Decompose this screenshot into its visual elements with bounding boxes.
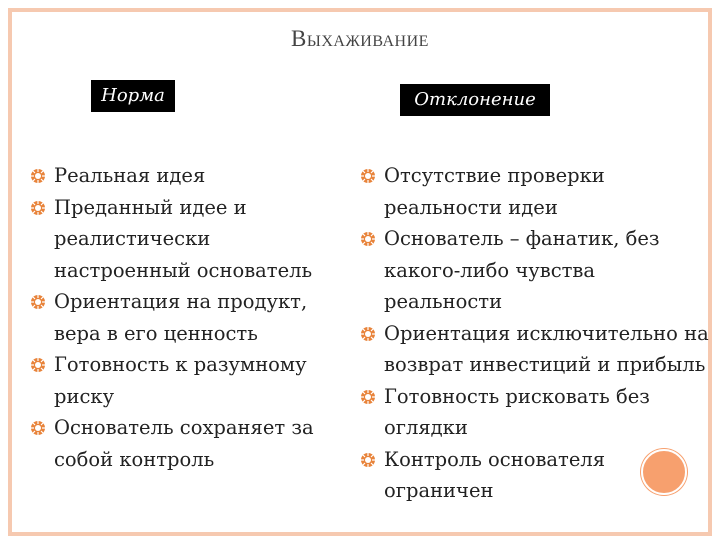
list-item-text: Преданный идее и реалистически настроенный основатель [54,195,313,282]
gear-bullet-icon [30,357,46,373]
gear-bullet-icon [360,326,376,342]
list-item [30,160,350,192]
list-item-text: Реальная идея [54,164,206,187]
norm-heading: Норма [91,80,175,112]
gear-bullet-icon [30,420,46,436]
gear-bullet-icon [30,168,46,184]
gear-bullet-icon [30,294,46,310]
gear-bullet-icon [30,200,46,216]
list-item-text: Готовность к разумному риску [54,353,307,408]
list-item [360,223,715,318]
list-item-text: Готовность рисковать без оглядки [384,384,650,439]
title-text: Выхаживание [291,26,429,51]
list-item [360,381,715,444]
page-title [0,26,720,52]
list-item [30,192,350,287]
list-item-text: Контроль основателя ограничен [384,447,606,502]
list-item-text: Отсутствие проверки реальности идеи [384,164,605,219]
list-item-text: Основатель – фанатик, без какого-либо чувства реальности [384,227,660,313]
list-item-text: Ориентация исключительно на возврат инвестиций и прибыль [384,321,709,376]
list-item [360,160,715,223]
gear-bullet-icon [360,231,376,247]
gear-bullet-icon [360,452,376,468]
list-item [30,286,350,349]
gear-bullet-icon [360,389,376,405]
list-item [30,349,350,412]
list-item [30,412,350,475]
deviation-heading: Отклонение [400,84,550,116]
list-item [360,318,715,381]
orange-circle-icon [641,449,687,495]
gear-bullet-icon [360,168,376,184]
list-item-text: Ориентация на продукт, вера в его ценность [54,290,308,345]
list-item-text: Основатель сохраняет за собой контроль [54,416,314,471]
norm-list [30,160,350,475]
